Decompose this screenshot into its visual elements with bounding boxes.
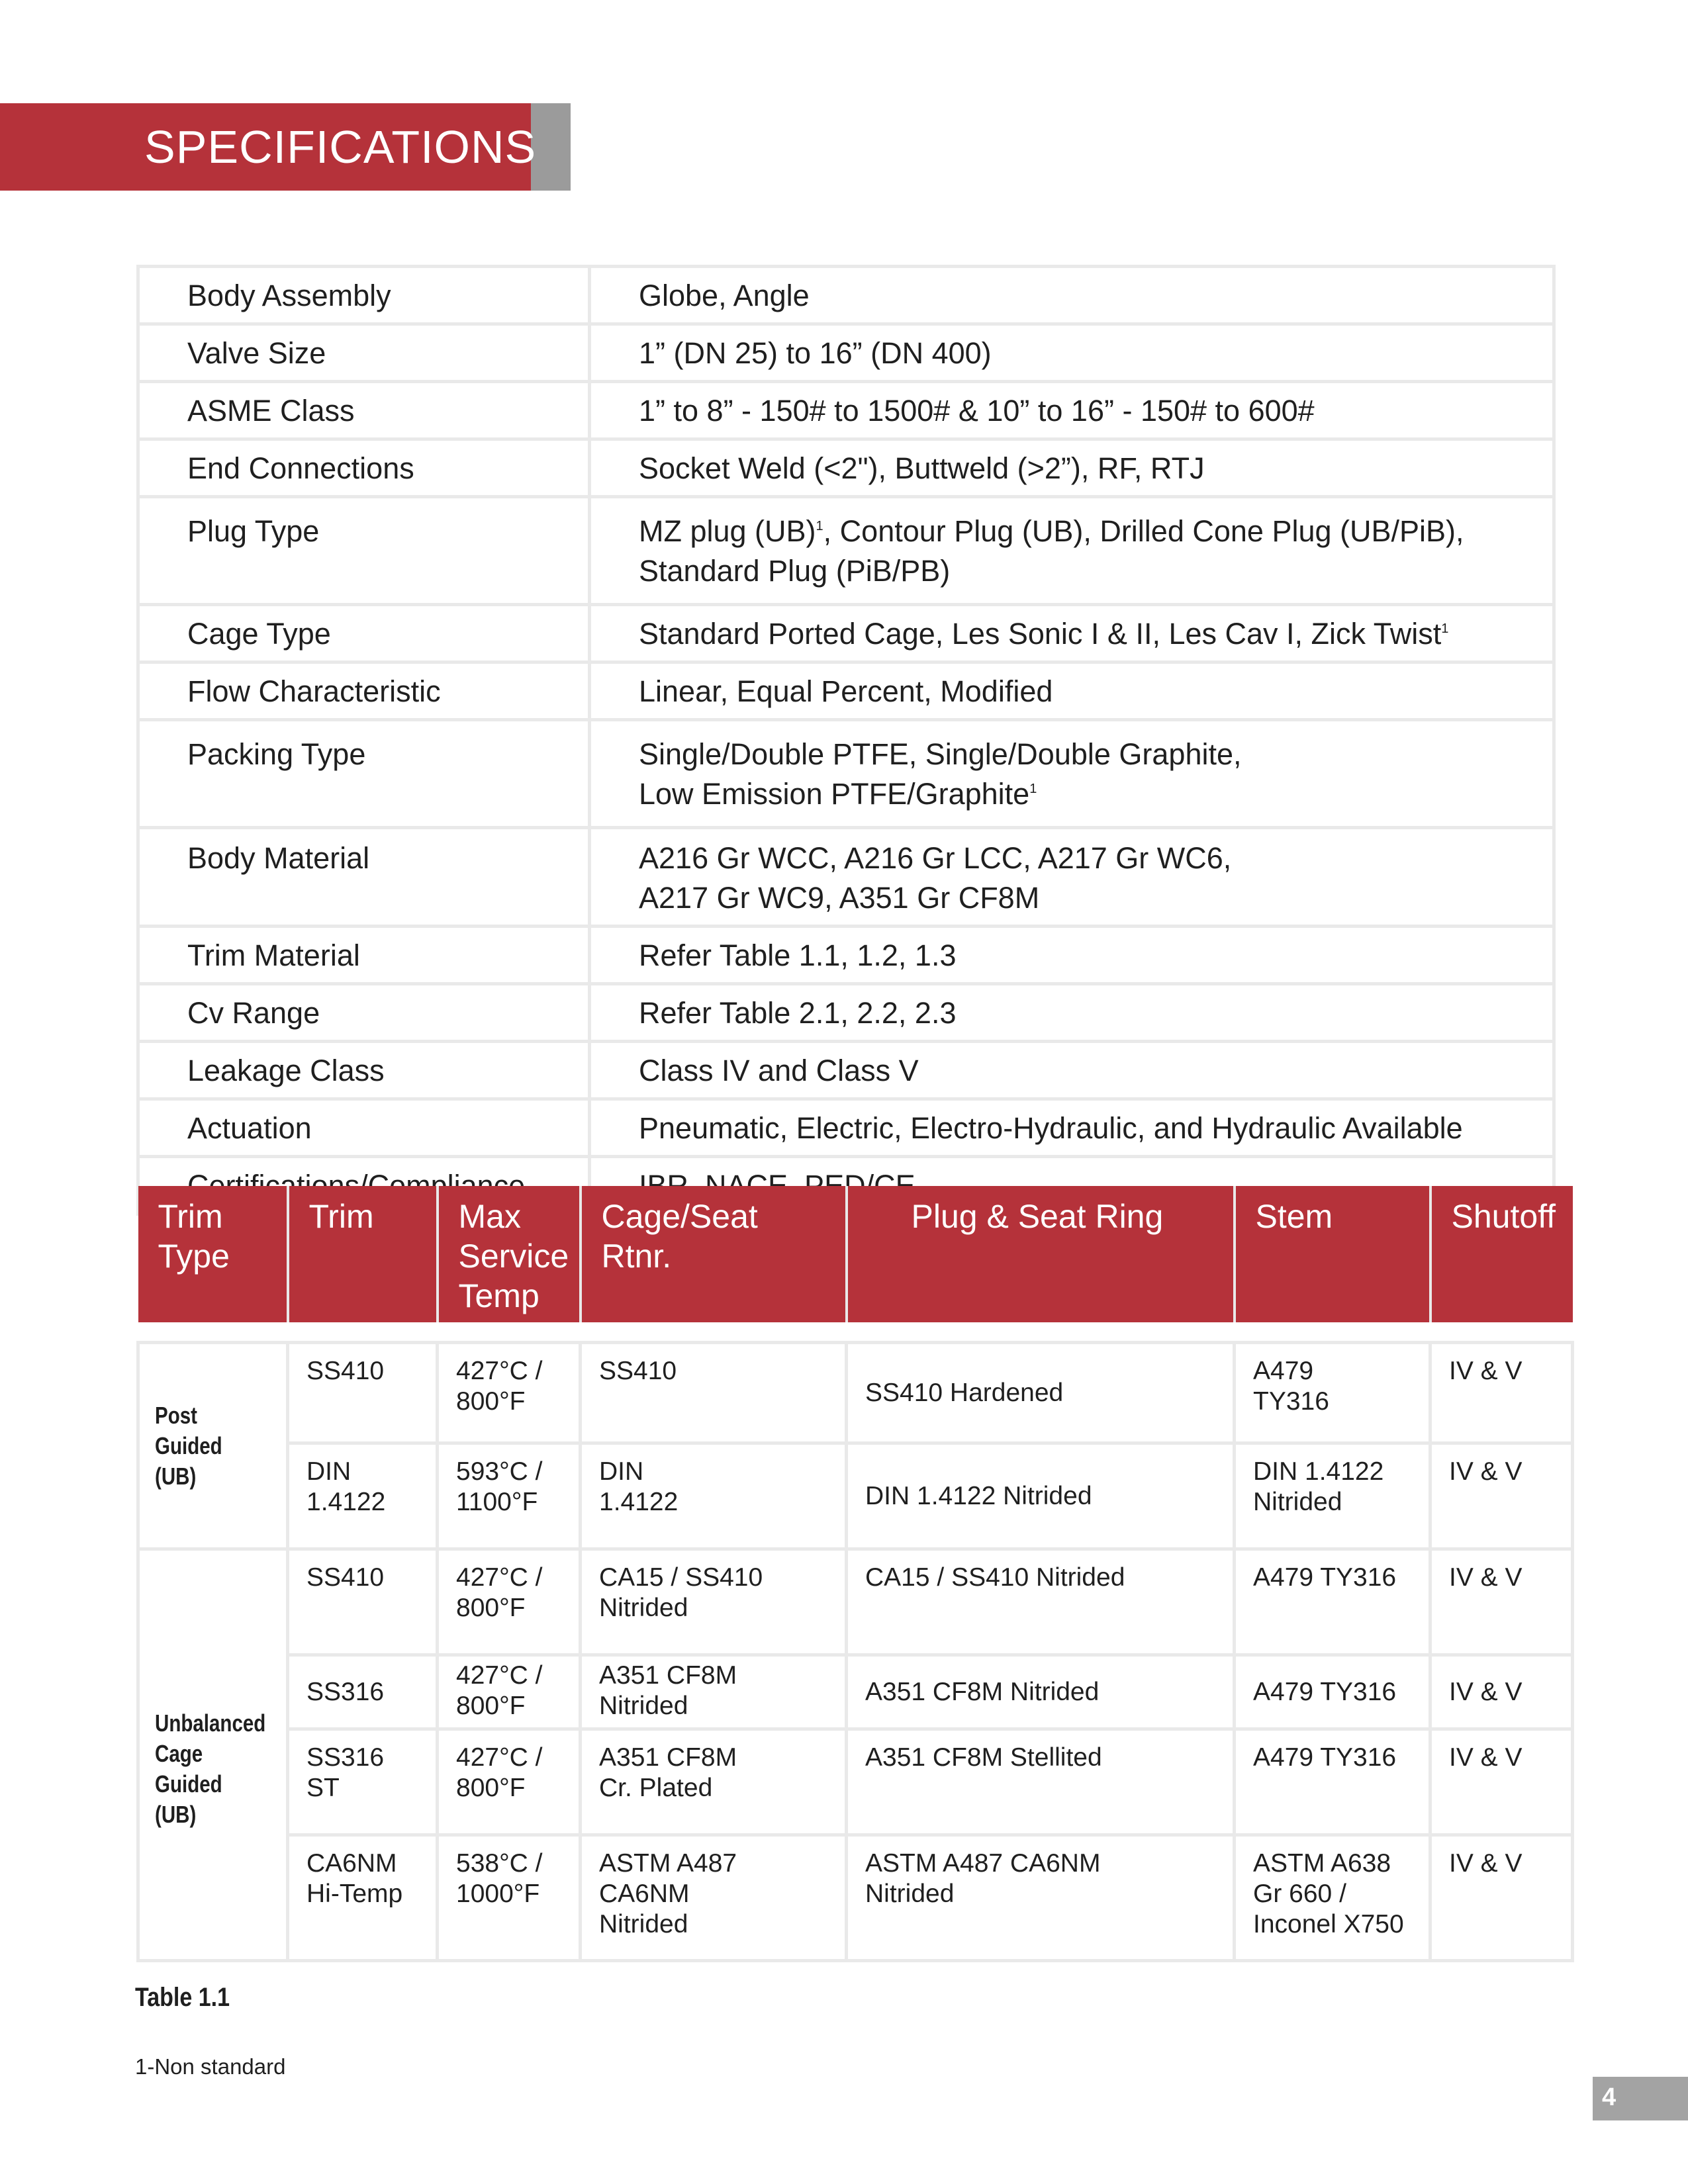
spec-label: Plug Type [138, 497, 590, 605]
spec-value: Single/Double PTFE, Single/Double Graphite, Low Emission PTFE/Graphite$^1$ [590, 720, 1554, 828]
cell-plug: SS410 Hardened [847, 1343, 1235, 1443]
cell-cage: CA15 / SS410 Nitrided [581, 1549, 847, 1655]
cell-cage: DIN 1.4122 [581, 1443, 847, 1549]
spec-row [138, 984, 1554, 1042]
spec-label: Trim Material [138, 927, 590, 984]
spec-row [138, 828, 1554, 927]
spec-label: Cv Range [138, 984, 590, 1042]
cell-trim: SS410 [288, 1343, 438, 1443]
cell-stem: A479 TY316 [1235, 1343, 1430, 1443]
cell-shutoff: IV & V [1430, 1343, 1573, 1443]
spec-value: A216 Gr WCC, A216 Gr LCC, A217 Gr WC6, A217 Gr WC9, A351 Gr CF8M [590, 828, 1554, 927]
cell-shutoff: IV & V [1430, 1729, 1573, 1835]
cell-shutoff: IV & V [1430, 1443, 1573, 1549]
header-plug-seat-ring: Plug & Seat Ring [847, 1186, 1235, 1322]
spec-row [138, 605, 1554, 662]
header-trim-type: Trim Type [138, 1186, 288, 1322]
spec-label: Body Assembly [138, 267, 590, 324]
spec-value: Pneumatic, Electric, Electro-Hydraulic, and Hydraulic Available [590, 1099, 1554, 1157]
trim-type-group: Post Guided (UB) [138, 1343, 261, 1549]
spec-value: MZ plug (UB)$^1$, Contour Plug (UB), Drilled Cone Plug (UB/PiB), Standard Plug (PiB/PB) [590, 497, 1554, 605]
cell-cage: SS410 [581, 1343, 847, 1443]
spec-label: Leakage Class [138, 1042, 590, 1099]
cell-shutoff: IV & V [1430, 1549, 1573, 1655]
cell-plug: DIN 1.4122 Nitrided [847, 1443, 1235, 1549]
cell-plug: A351 CF8M Nitrided [847, 1655, 1235, 1729]
cell-trim: CA6NM Hi-Temp [288, 1835, 438, 1961]
cell-plug: A351 CF8M Stellited [847, 1729, 1235, 1835]
spec-label: End Connections [138, 439, 590, 497]
page-number: 4 [1602, 2083, 1617, 2111]
table-row [138, 1835, 1573, 1961]
spec-row [138, 267, 1554, 324]
spec-row [138, 927, 1554, 984]
spec-value: 1” (DN 25) to 16” (DN 400) [590, 324, 1554, 382]
header-stem: Stem [1235, 1186, 1430, 1322]
spec-row [138, 497, 1554, 605]
spec-label: Flow Characteristic [138, 662, 590, 720]
cell-temp: 427°C / 800°F [438, 1549, 581, 1655]
cell-plug: CA15 / SS410 Nitrided [847, 1549, 1235, 1655]
cell-stem: DIN 1.4122 Nitrided [1235, 1443, 1430, 1549]
footnote-marker: 1 [1029, 782, 1037, 796]
table-row [138, 1443, 1573, 1549]
spec-value: Class IV and Class V [590, 1042, 1554, 1099]
cell-trim: SS316 ST [288, 1729, 438, 1835]
spec-label: ASME Class [138, 382, 590, 439]
section-title: SPECIFICATIONS [144, 121, 537, 173]
spec-value: Refer Table 2.1, 2.2, 2.3 [590, 984, 1554, 1042]
specifications-table [136, 265, 1556, 1216]
spec-row [138, 662, 1554, 720]
cell-stem: A479 TY316 [1235, 1729, 1430, 1835]
spec-row [138, 439, 1554, 497]
spec-row [138, 382, 1554, 439]
cell-shutoff: IV & V [1430, 1655, 1573, 1729]
header-max-service-temp: Max Service Temp [438, 1186, 581, 1322]
cell-trim: SS316 [288, 1655, 438, 1729]
trim-material-table [136, 1186, 1574, 1962]
header-trim: Trim [288, 1186, 438, 1322]
spec-row [138, 1099, 1554, 1157]
table-row [138, 1655, 1573, 1729]
spec-value: 1” to 8” - 150# to 1500# & 10” to 16” - 150# to 600# [590, 382, 1554, 439]
cell-cage: ASTM A487 CA6NM Nitrided [581, 1835, 847, 1961]
spec-label: Valve Size [138, 324, 590, 382]
cell-temp: 427°C / 800°F [438, 1729, 581, 1835]
footnote-marker: 1 [1441, 621, 1449, 636]
spec-value: Refer Table 1.1, 1.2, 1.3 [590, 927, 1554, 984]
spec-value: Socket Weld (<2"), Buttweld (>2”), RF, RTJ [590, 439, 1554, 497]
cell-shutoff: IV & V [1430, 1835, 1573, 1961]
cell-temp: 427°C / 800°F [438, 1343, 581, 1443]
cell-plug: ASTM A487 CA6NM Nitrided [847, 1835, 1235, 1961]
spec-row [138, 1042, 1554, 1099]
table-row [138, 1729, 1573, 1835]
cell-stem: A479 TY316 [1235, 1549, 1430, 1655]
spec-row [138, 720, 1554, 828]
table-row [138, 1343, 1573, 1443]
header-cage-seat-rtnr: Cage/Seat Rtnr. [581, 1186, 847, 1322]
footnote-marker: 1 [816, 519, 823, 533]
spec-label: Body Material [138, 828, 590, 927]
cell-trim: SS410 [288, 1549, 438, 1655]
cell-temp: 427°C / 800°F [438, 1655, 581, 1729]
cell-temp: 593°C / 1100°F [438, 1443, 581, 1549]
section-banner [0, 103, 571, 191]
trim-type-group: Unbalanced Cage Guided (UB) [138, 1549, 261, 1961]
spec-value: Globe, Angle [590, 267, 1554, 324]
spec-label: Packing Type [138, 720, 590, 828]
page-number-box [1593, 2077, 1688, 2120]
table-row [138, 1549, 1573, 1655]
spec-label: Actuation [138, 1099, 590, 1157]
cell-stem: ASTM A638 Gr 660 / Inconel X750 [1235, 1835, 1430, 1961]
footnote: 1-Non standard [135, 2054, 286, 2079]
cell-trim: DIN 1.4122 [288, 1443, 438, 1549]
cell-temp: 538°C / 1000°F [438, 1835, 581, 1961]
spec-row [138, 324, 1554, 382]
cell-cage: A351 CF8M Nitrided [581, 1655, 847, 1729]
table-caption: Table 1.1 [135, 1983, 230, 2012]
spec-value: Standard Ported Cage, Les Sonic I & II, Les Cav I, Zick Twist$^1$ [590, 605, 1554, 662]
header-shutoff: Shutoff [1430, 1186, 1573, 1322]
cell-cage: A351 CF8M Cr. Plated [581, 1729, 847, 1835]
spec-label: Cage Type [138, 605, 590, 662]
cell-stem: A479 TY316 [1235, 1655, 1430, 1729]
spec-value: Linear, Equal Percent, Modified [590, 662, 1554, 720]
table-header-row [138, 1186, 1573, 1322]
banner-gray-tab [531, 103, 571, 191]
